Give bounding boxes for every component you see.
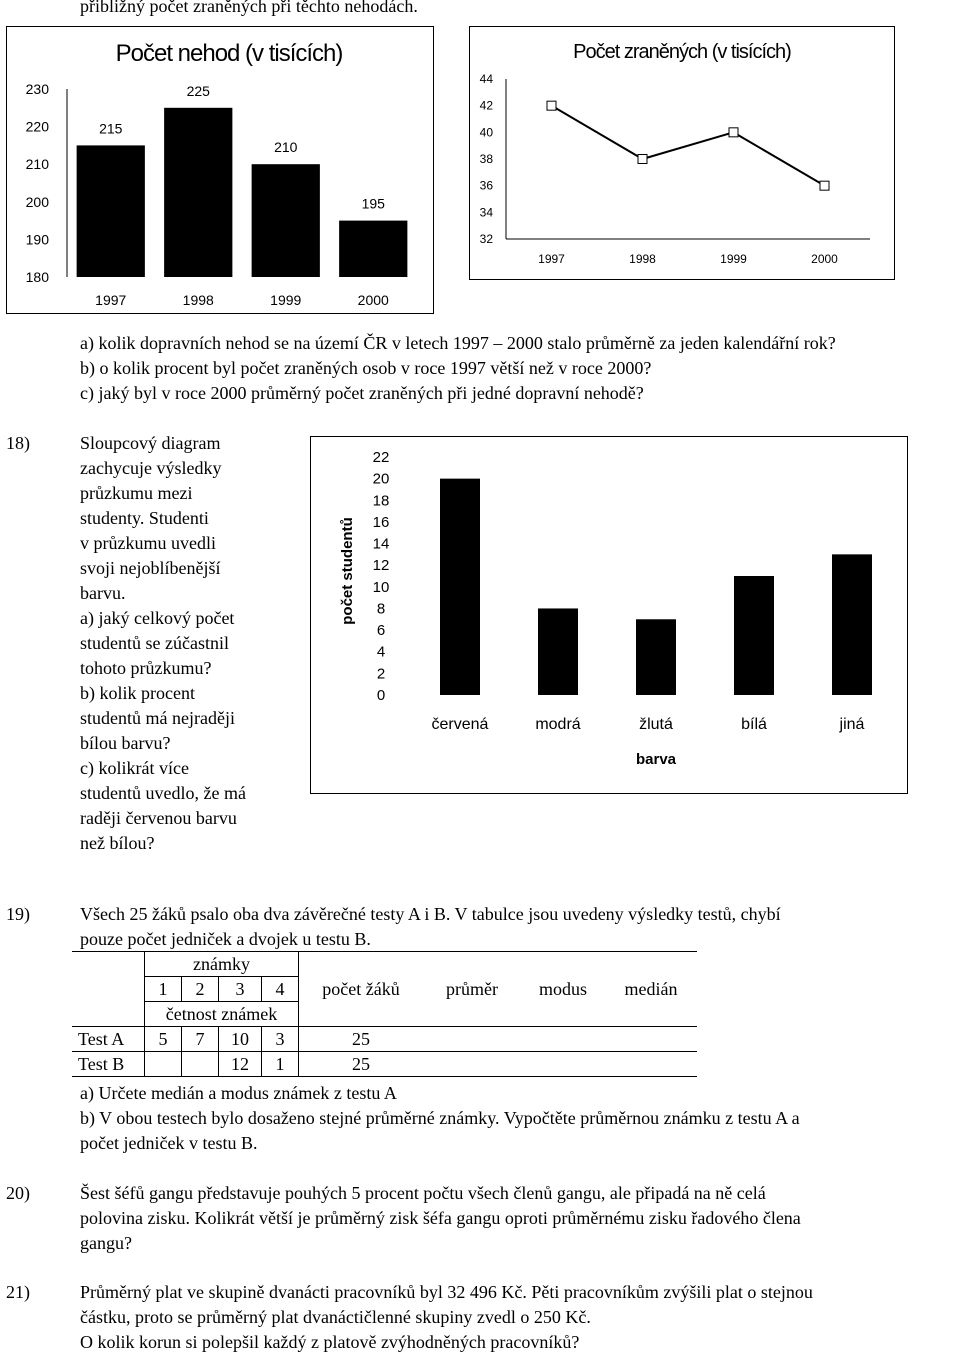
chart-title: Počet zraněných (v tisících) — [573, 41, 791, 63]
q21-number: 21) — [6, 1282, 30, 1302]
q17-part-a: a) kolik dopravních nehod se na území ČR v letech 1997 – 2000 stalo průměrně za jeden kalendářní rok? — [80, 333, 836, 353]
y-tick-label: 14 — [372, 535, 390, 553]
y-tick-label: 10 — [372, 578, 390, 596]
y-tick-label: 6 — [376, 622, 386, 640]
y-axis-title: počet studentů — [339, 517, 356, 625]
y-tick-label: 34 — [479, 205, 493, 220]
q18-line: barvu. — [80, 583, 126, 603]
x-tick-label: 1998 — [182, 292, 214, 308]
y-tick-label: 44 — [479, 72, 493, 86]
data-label: 210 — [274, 139, 298, 156]
q20-number: 20) — [6, 1183, 30, 1203]
x-tick-label: jiná — [839, 716, 865, 733]
x-tick-label: 2000 — [357, 292, 389, 308]
data-point — [820, 181, 829, 190]
x-tick-label: bílá — [741, 716, 767, 733]
q19-part-a: a) Určete medián a modus známek z testu A — [80, 1083, 397, 1103]
q18-number: 18) — [6, 433, 30, 453]
table-cell: 1 — [262, 1052, 299, 1077]
y-tick-label: 0 — [376, 687, 386, 704]
bar — [77, 145, 145, 277]
q18-line: studentů uvedlo, že má — [80, 783, 246, 803]
bar — [734, 576, 774, 695]
y-tick-label: 20 — [372, 470, 390, 488]
accidents-bar-chart-svg — [7, 27, 433, 313]
q17-part-c: c) jaký byl v roce 2000 průměrný počet zraněných při jedné dopravní nehodě? — [80, 383, 644, 403]
y-tick-label: 18 — [372, 492, 390, 510]
data-point — [547, 101, 556, 110]
bar — [538, 608, 578, 695]
table-row — [72, 1027, 697, 1052]
table-cell: 10 — [219, 1027, 262, 1052]
data-label: 215 — [99, 120, 123, 137]
grade-header: 1 — [145, 977, 182, 1002]
y-tick-label: 210 — [25, 156, 49, 173]
accidents-chart — [6, 26, 434, 314]
q18-line: studentů má nejraději — [80, 708, 235, 728]
series-line — [552, 106, 825, 186]
y-tick-label: 38 — [479, 152, 493, 166]
x-tick-label: žlutá — [639, 716, 673, 733]
q18-line: zachycuje výsledky — [80, 458, 222, 478]
grade-header: 4 — [262, 977, 299, 1002]
x-tick-label: 1997 — [538, 252, 565, 266]
y-tick-label: 36 — [479, 178, 493, 193]
row-label: Test B — [72, 1052, 145, 1077]
col-header-mean: průměr — [446, 978, 498, 999]
q21-line: částku, proto se průměrný plat dvanáctičlenné skupiny zvedl o 250 Kč. — [80, 1307, 591, 1327]
q19-part-b-cont: počet jedniček v testu B. — [80, 1133, 258, 1153]
y-tick-label: 220 — [25, 118, 49, 135]
injured-line-chart-svg — [470, 27, 894, 279]
q18-line: tohoto průzkumu? — [80, 658, 212, 678]
y-tick-label: 2 — [376, 665, 386, 683]
y-tick-label: 16 — [372, 513, 390, 531]
table-cell — [145, 1052, 182, 1077]
y-tick-label: 200 — [25, 193, 49, 210]
table-cell: 25 — [299, 1052, 424, 1077]
q18-line: b) kolik procent — [80, 683, 195, 703]
x-tick-label: 1998 — [629, 252, 656, 266]
q18-line: Sloupcový diagram — [80, 433, 221, 453]
row-label: Test A — [72, 1027, 145, 1052]
colors-bar-chart-svg — [311, 437, 907, 793]
q18-line: průzkumu mezi — [80, 483, 193, 503]
q18-line: než bílou? — [80, 833, 155, 853]
q20-line: Šest šéfů gangu představuje pouhých 5 procent počtu všech členů gangu, ale připadá na ně celá — [80, 1183, 766, 1203]
grades-subheader: četnost známek — [145, 1002, 299, 1027]
q18-line: studentů se zúčastnil — [80, 633, 229, 653]
x-axis-title: barva — [635, 751, 677, 768]
table-cell: 3 — [262, 1027, 299, 1052]
bar — [252, 164, 320, 277]
grades-group-header: známky — [145, 952, 299, 977]
table-cell: 25 — [299, 1027, 424, 1052]
y-tick-label: 4 — [376, 643, 386, 661]
q18-line: c) kolikrát více — [80, 758, 189, 778]
q18-line: raději červenou barvu — [80, 808, 237, 828]
table-cell: 7 — [182, 1027, 219, 1052]
col-header-median: medián — [624, 978, 678, 999]
y-tick-label: 12 — [372, 557, 390, 575]
q17-part-b: b) o kolik procent byl počet zraněných osob v roce 1997 větší než v roce 2000? — [80, 358, 652, 378]
x-tick-label: 2000 — [811, 252, 838, 266]
y-tick-label: 230 — [25, 81, 49, 97]
data-point — [729, 128, 738, 137]
data-label: 195 — [361, 195, 385, 212]
q18-line: bílou barvu? — [80, 733, 171, 753]
x-tick-label: 1999 — [720, 252, 747, 266]
grade-header: 2 — [182, 977, 219, 1002]
table-cell — [182, 1052, 219, 1077]
x-tick-label: 1999 — [270, 292, 302, 308]
q19-line: pouze počet jedniček a dvojek u testu B. — [80, 929, 371, 949]
bar — [164, 108, 232, 277]
y-tick-label: 22 — [372, 449, 390, 466]
q18-text — [80, 431, 246, 856]
y-tick-label: 180 — [25, 269, 49, 285]
q19-part-b: b) V obou testech bylo dosaženo stejné průměrné známky. Vypočtěte průměrnou známku z testu A a — [80, 1108, 800, 1128]
q21-line: Průměrný plat ve skupině dvanácti pracovníků byl 32 496 Kč. Pěti pracovníkům zvýšili plat o stejnou — [80, 1282, 813, 1302]
table-cell: 12 — [219, 1052, 262, 1077]
x-tick-label: červená — [431, 716, 489, 733]
q18-line: svoji nejoblíbenější — [80, 558, 221, 578]
q20-line: gangu? — [80, 1233, 132, 1253]
y-tick-label: 190 — [25, 231, 49, 248]
x-tick-label: modrá — [535, 716, 581, 733]
col-header-mode: modus — [538, 978, 587, 999]
injured-chart — [469, 26, 895, 280]
q20-line: polovina zisku. Kolikrát větší je průměrný zisk šéfa gangu oproti průměrnému zisku řadového člena — [80, 1208, 801, 1228]
intro-line: přibližný počet zraněných při těchto nehodách. — [80, 0, 418, 16]
y-tick-label: 40 — [479, 125, 493, 140]
y-tick-label: 32 — [479, 232, 493, 246]
y-tick-label: 42 — [479, 98, 493, 113]
chart-title: Počet nehod (v tisících) — [115, 40, 343, 67]
q21-line: O kolik korun si polepšil každý z platově zvýhodněných pracovníků? — [80, 1332, 580, 1352]
q18-line: v průzkumu uvedli — [80, 533, 216, 553]
bar — [339, 221, 407, 277]
q18-line: studenty. Studenti — [80, 508, 209, 528]
bar — [832, 554, 872, 695]
data-point — [638, 155, 647, 164]
table-cell: 5 — [145, 1027, 182, 1052]
y-tick-label: 8 — [376, 600, 386, 618]
x-tick-label: 1997 — [95, 292, 127, 308]
q19-number: 19) — [6, 904, 30, 924]
colors-chart — [310, 436, 908, 794]
bar — [636, 619, 676, 695]
q18-line: a) jaký celkový počet — [80, 608, 235, 628]
grades-table — [72, 951, 697, 1077]
col-header-count: počet žáků — [322, 978, 400, 999]
q19-line: Všech 25 žáků psalo oba dva závěrečné testy A i B. V tabulce jsou uvedeny výsledky testů, chybí — [80, 904, 781, 924]
table-row — [72, 1052, 697, 1077]
bar — [440, 479, 480, 695]
grade-header: 3 — [219, 977, 262, 1002]
data-label: 225 — [186, 82, 210, 99]
